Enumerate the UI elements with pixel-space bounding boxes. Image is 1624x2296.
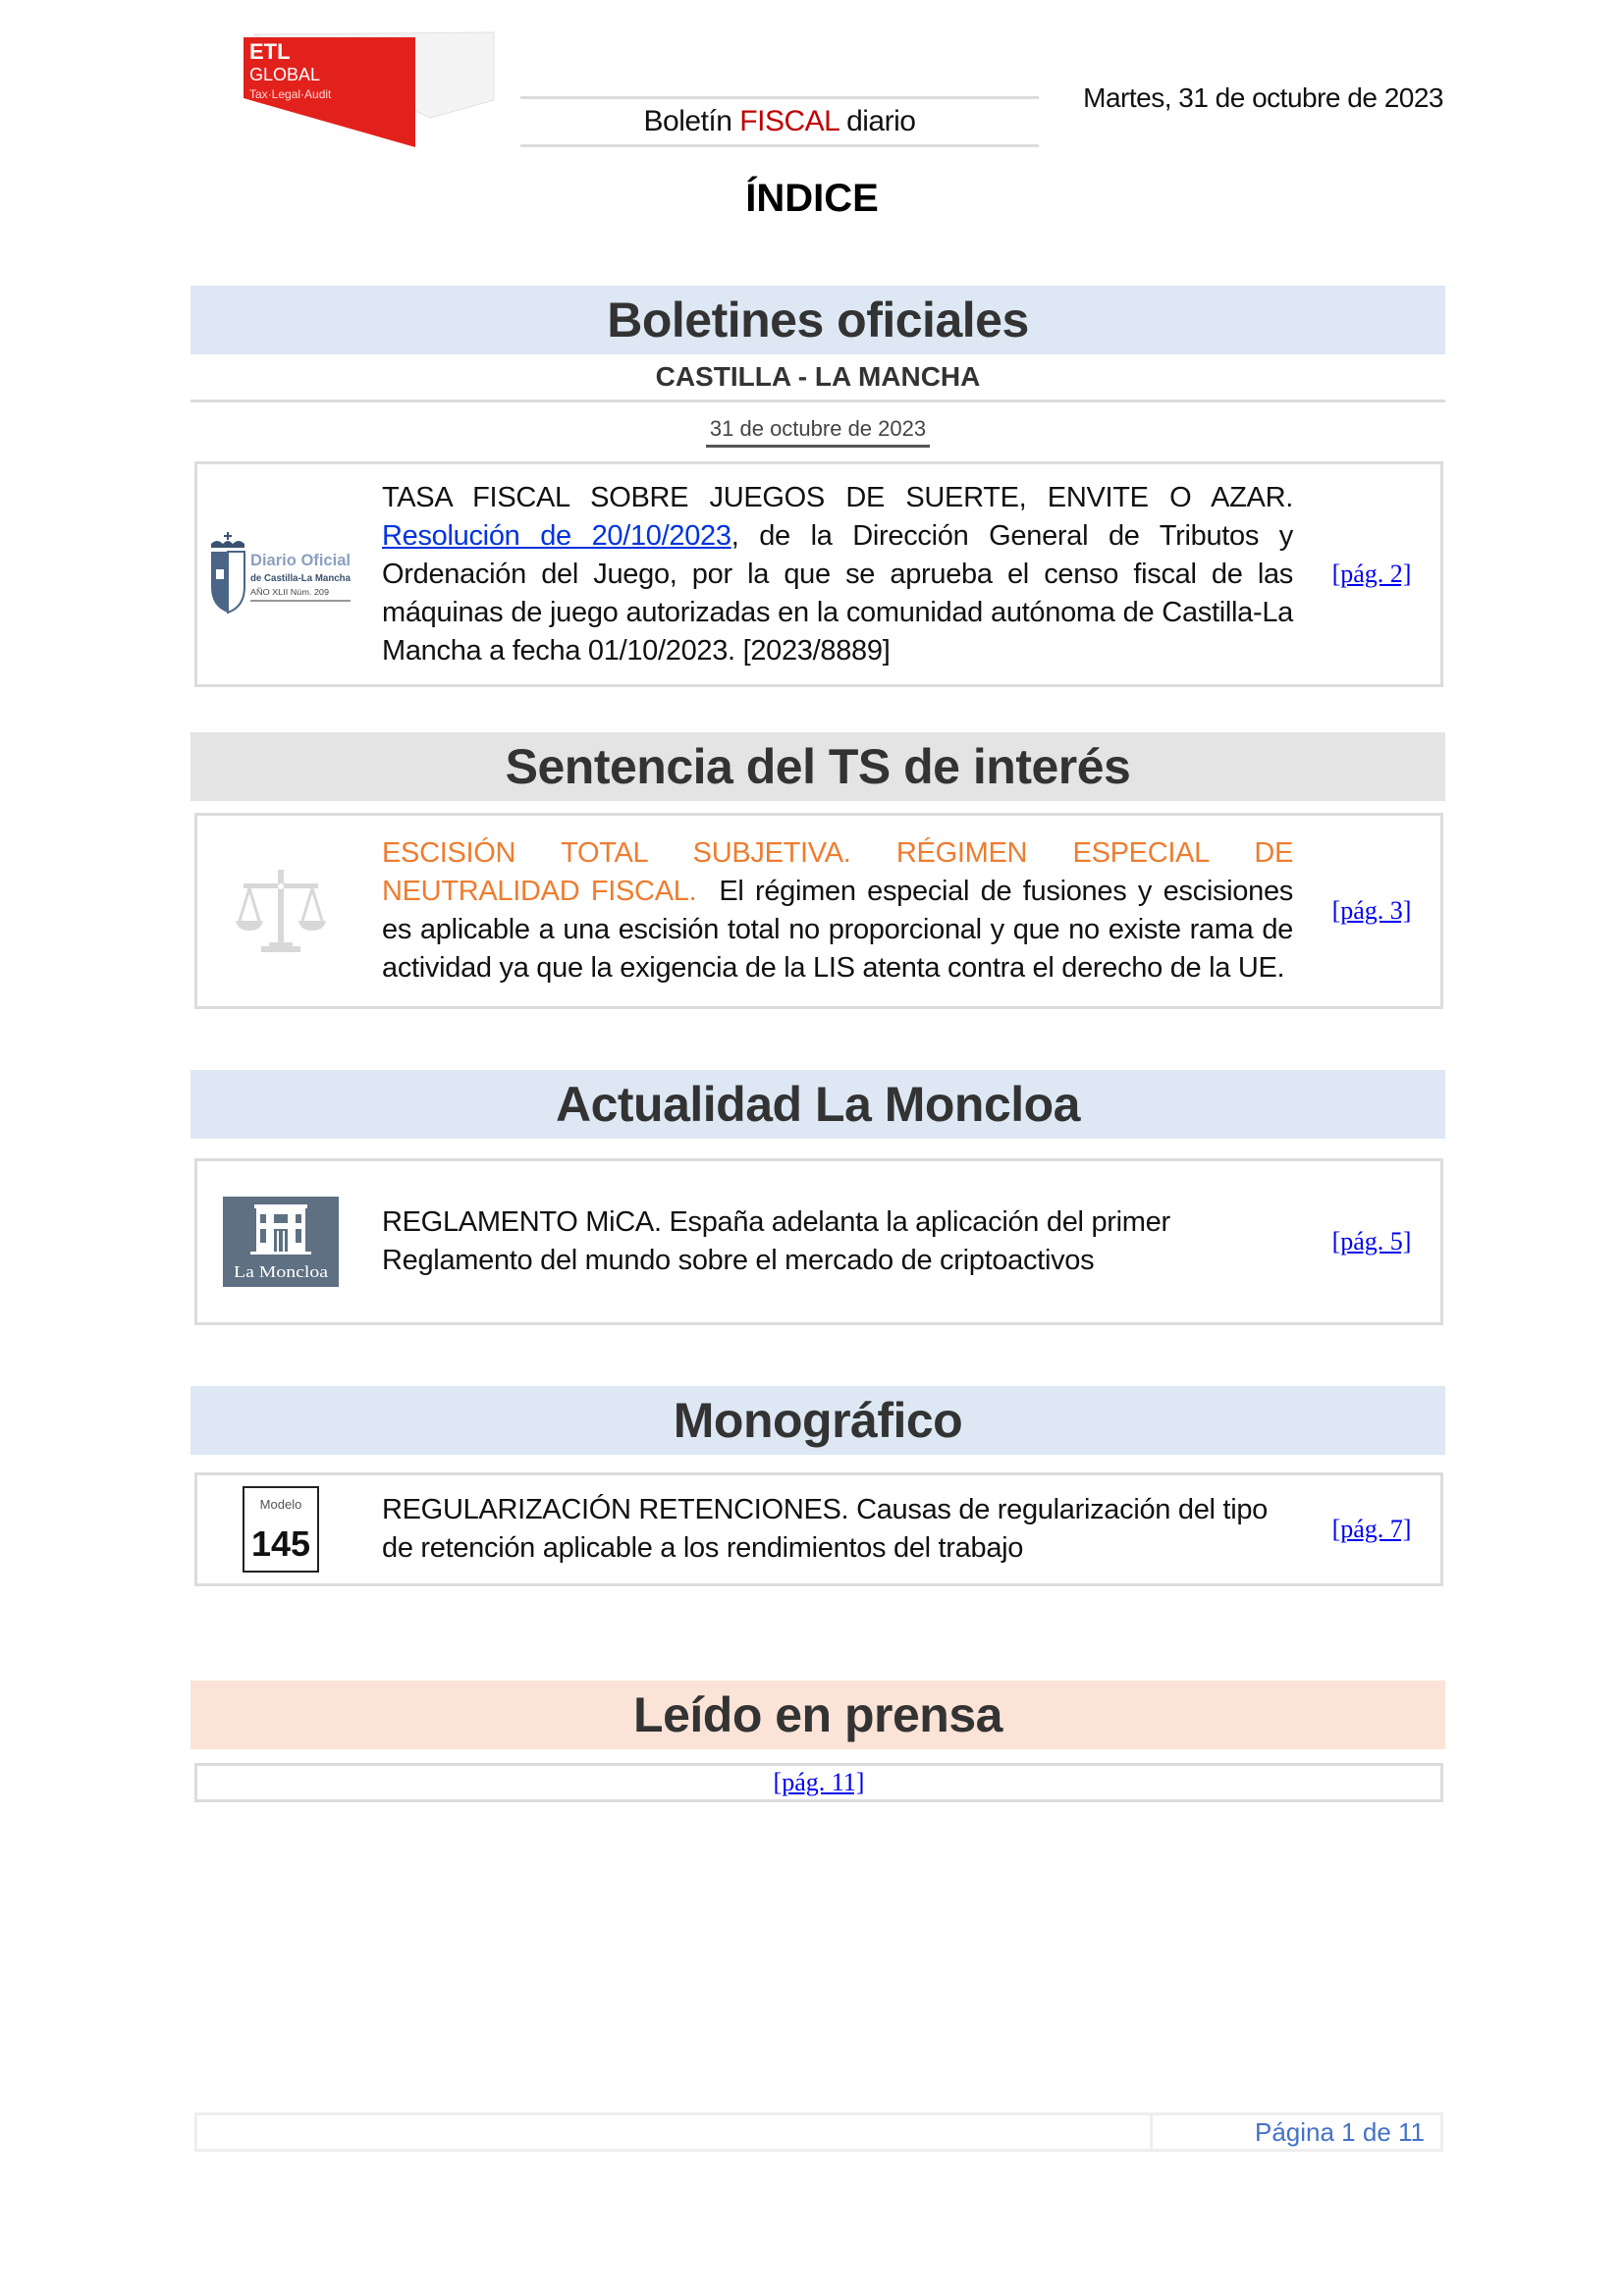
entry-headline: ESCISIÓN TOTAL SUBJETIVA. RÉGIMEN ESPECIAL DE NEUTRALIDAD FISCAL. xyxy=(382,837,1293,907)
page-link-11[interactable]: [pág. 11] xyxy=(773,1768,865,1796)
resolucion-link[interactable]: Resolución de 20/10/2023 xyxy=(382,519,731,552)
index-title: ÍNDICE xyxy=(745,177,879,220)
logo-text-tagline: Tax·Legal·Audit xyxy=(249,87,332,101)
entry-boletin-tasa-fiscal xyxy=(194,461,1443,687)
bulletin-tagline xyxy=(520,96,1039,147)
section-banner-monografico: Monográfico xyxy=(190,1386,1445,1455)
section-banner-prensa: Leído en prensa xyxy=(190,1681,1445,1749)
entry-body: , de la Dirección General de Tributos y Ordenación del Juego, por la que se aprueba el censo fiscal de las máquinas de juego autorizadas en la comunidad autónoma de Castilla-La Mancha a fecha 01/10/2023. [2023/8889] xyxy=(382,519,1293,667)
section-banner-boletines: Boletines oficiales xyxy=(190,286,1445,354)
entry-body: El régimen especial de fusiones y escisiones es aplicable a una escisión total no proporcional y que no existe rama de actividad ya que la exigencia de la LIS atenta contra el derecho de la UE. xyxy=(382,876,1293,984)
diario-logo-number: AÑO XLII Núm. 209 xyxy=(250,588,330,597)
modelo-number: 145 xyxy=(250,1523,311,1564)
page-footer xyxy=(194,2112,1443,2152)
section-banner-sentencia: Sentencia del TS de interés xyxy=(190,732,1445,801)
footer-divider xyxy=(1150,2115,1153,2149)
entry-body: España adelanta la aplicación del primer Reglamento del mundo sobre el mercado de criptoactivos xyxy=(382,1206,1170,1276)
entry-text xyxy=(364,816,1303,1006)
page-cell xyxy=(1303,1161,1440,1322)
page-cell xyxy=(1303,1475,1440,1583)
page-link-7[interactable]: [pág. 7] xyxy=(1331,1515,1412,1543)
page-link-3[interactable]: [pág. 3] xyxy=(1331,896,1412,925)
etl-global-logo xyxy=(244,29,501,149)
entry-text xyxy=(364,1161,1303,1322)
moncloa-logo-text: La Moncloa xyxy=(234,1262,329,1281)
entry-moncloa-mica xyxy=(194,1158,1443,1325)
entry-headline: REGULARIZACIÓN RETENCIONES. xyxy=(382,1494,849,1525)
index-content xyxy=(190,286,1445,1802)
modelo-145-graphic xyxy=(232,1485,330,1574)
section-banner-moncloa: Actualidad La Moncloa xyxy=(190,1070,1445,1139)
page-cell xyxy=(1303,816,1440,1006)
entry-monografico-retenciones xyxy=(194,1472,1443,1586)
page-indicator: Página 1 de 11 xyxy=(1255,2117,1425,2147)
region-heading: CASTILLA - LA MANCHA xyxy=(190,354,1445,402)
entry-headline: REGLAMENTO MiCA. xyxy=(382,1206,662,1238)
la-moncloa-logo-graphic xyxy=(223,1197,339,1287)
modelo-label: Modelo xyxy=(259,1497,302,1512)
header-date: Martes, 31 de octubre de 2023 xyxy=(1083,82,1443,113)
tagline-highlight: FISCAL xyxy=(739,105,839,137)
diario-logo-title: Diario Oficial xyxy=(250,551,351,569)
entry-sentencia-escision xyxy=(194,813,1443,1009)
modelo-145-icon xyxy=(197,1475,364,1583)
tagline-suffix: diario xyxy=(846,105,916,137)
bulletin-date-text: 31 de octubre de 2023 xyxy=(706,416,930,448)
logo-text-global: GLOBAL xyxy=(249,65,321,84)
page-link-2[interactable]: [pág. 2] xyxy=(1331,560,1412,588)
diario-oficial-logo-graphic xyxy=(207,530,354,618)
diario-logo-subtitle: de Castilla-La Mancha xyxy=(250,573,352,584)
logo-text-etl: ETL xyxy=(249,39,291,64)
entry-prensa xyxy=(194,1763,1443,1802)
entry-headline: TASA FISCAL SOBRE JUEGOS DE SUERTE, ENVITE O AZAR xyxy=(382,481,1286,513)
bulletin-date xyxy=(190,416,1445,448)
entry-text: TASA FISCAL SOBRE JUEGOS DE SUERTE, ENVITE O AZAR. Resolución de 20/10/2023, de la Dirección General de Tributos y Ordenación del Juego, por la que se aprueba el censo fiscal de las máquinas de juego autorizadas en la comunidad autónoma de Castilla-La Mancha a fecha 01/10/2023. [2023/8889] xyxy=(382,481,1293,667)
diario-oficial-icon xyxy=(197,464,364,684)
entry-body: Causas de regularización del tipo de retención aplicable a los rendimientos del trabajo xyxy=(382,1494,1268,1564)
page-link-5[interactable]: [pág. 5] xyxy=(1331,1227,1412,1255)
page-cell xyxy=(1303,464,1440,684)
entry-text xyxy=(364,1475,1303,1583)
scales-graphic xyxy=(232,862,330,960)
etl-global-logo-graphic xyxy=(244,29,501,149)
scales-of-justice-icon xyxy=(197,816,364,1006)
tagline-prefix: Boletín xyxy=(643,105,732,137)
la-moncloa-icon xyxy=(197,1161,364,1322)
